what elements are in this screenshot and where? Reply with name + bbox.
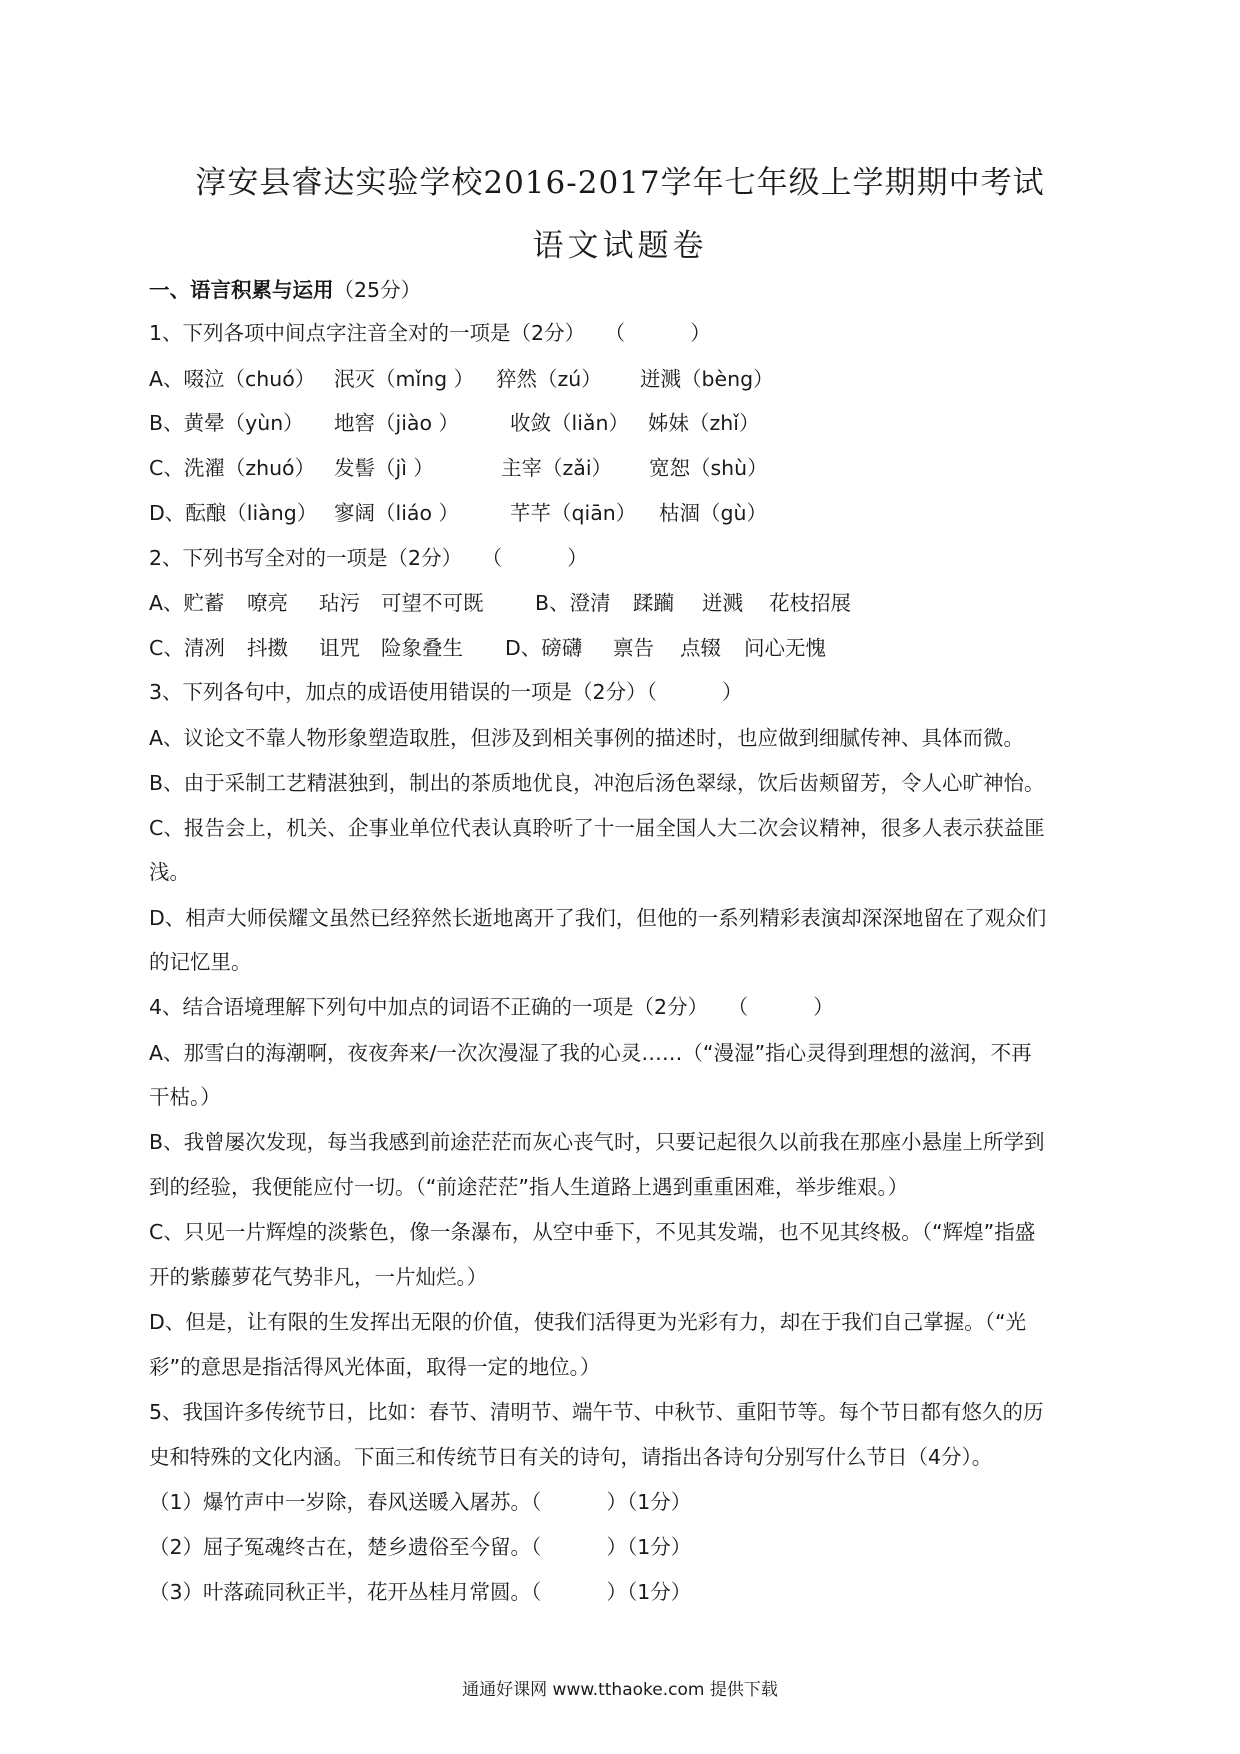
- q1-option-a-2: 泯灭（mǐng ）: [334, 367, 475, 391]
- q2-option-d-4: 问心无愧: [744, 636, 826, 660]
- q4-option-c-cont: 开的紫藤萝花气势非凡，一片灿烂。）: [149, 1265, 488, 1289]
- q2-option-a-1: A、贮蓄: [149, 591, 225, 615]
- q3-option-d-cont: 的记忆里。: [149, 950, 252, 974]
- exam-title: 淳安县睿达实验学校2016-2017学年七年级上学期期中考试: [195, 165, 1045, 201]
- q4-option-c: C、只见一片辉煌的淡紫色，像一条瀑布，从空中垂下，不见其发端，也不见其终极。（“辉煌”指盛: [149, 1220, 1036, 1244]
- question-1-stem: 1、下列各项中间点字注音全对的一项是（2分） （ ）: [149, 321, 711, 345]
- q4-option-d: D、但是，让有限的生发挥出无限的价值，使我们活得更为光彩有力，却在于我们自己掌握。（“光: [149, 1310, 1027, 1334]
- q1-option-a-3: 猝然（zú）: [496, 367, 602, 391]
- q5-item-1: （1）爆竹声中一岁除，春风送暖入屠苏。（ ）（1分）: [149, 1490, 692, 1514]
- q4-option-b-cont: 到的经验，我便能应付一切。（“前途茫茫”指人生道路上遇到重重困难，举步维艰。）: [149, 1175, 909, 1199]
- q2-option-a-2: 嘹亮: [247, 591, 288, 615]
- q1-option-b-3: 收敛（liǎn）: [510, 411, 629, 435]
- q2-option-d-1: D、磅礴: [505, 636, 583, 660]
- q1-option-d-1: D、酝酿（liàng）: [149, 501, 318, 525]
- q2-option-c-4: 险象叠生: [381, 636, 463, 660]
- q4-option-a: A、那雪白的海潮啊，夜夜奔来/一次次漫湿了我的心灵……（“漫湿”指心灵得到理想的滋润，不再: [149, 1041, 1032, 1065]
- q1-option-b-4: 姊妹（zhǐ）: [648, 411, 760, 435]
- page-footer: 通通好课网 www.tthaoke.com 提供下载: [462, 1680, 778, 1700]
- q2-option-d-2: 禀告: [613, 636, 654, 660]
- q5-item-3: （3）叶落疏同秋正半，花开丛桂月常圆。（ ）（1分）: [149, 1580, 692, 1604]
- q1-option-d-4: 枯涸（gù）: [659, 501, 768, 525]
- q1-option-c-1: C、洗濯（zhuó）: [149, 456, 316, 480]
- q1-option-b-1: B、黄晕（yùn）: [149, 411, 304, 435]
- question-3-stem: 3、下列各句中，加点的成语使用错误的一项是（2分）（ ）: [149, 680, 743, 704]
- q1-option-b-2: 地窖（jiào ）: [334, 411, 460, 435]
- q2-option-b-4: 花枝招展: [769, 591, 851, 615]
- question-5-stem-cont: 史和特殊的文化内涵。下面三和传统节日有关的诗句，请指出各诗句分别写什么节日（4分）。: [149, 1445, 993, 1469]
- q2-option-c-2: 抖擞: [247, 636, 288, 660]
- section-heading: [149, 275, 421, 305]
- q4-option-a-cont: 干枯。）: [149, 1085, 221, 1109]
- q1-option-c-2: 发髻（jì ）: [334, 456, 434, 480]
- q1-option-c-4: 宽恕（shù）: [649, 456, 768, 480]
- q5-item-2: （2）屈子冤魂终古在，楚乡遗俗至今留。（ ）（1分）: [149, 1535, 692, 1559]
- question-4-stem: 4、结合语境理解下列句中加点的词语不正确的一项是（2分） （ ）: [149, 995, 834, 1019]
- q3-option-d: D、相声大师侯耀文虽然已经猝然长逝地离开了我们，但他的一系列精彩表演却深深地留在了观众们: [149, 906, 1047, 930]
- q1-option-d-2: 寥阔（liáo ）: [334, 501, 460, 525]
- section-points: （25分）: [333, 278, 422, 302]
- q2-option-a-3: 玷污: [319, 591, 360, 615]
- q1-option-a-1: A、啜泣（chuó）: [149, 367, 316, 391]
- q3-option-a: A、议论文不靠人物形象塑造取胜，但涉及到相关事例的描述时，也应做到细腻传神、具体而微。: [149, 726, 1025, 750]
- q3-option-c-cont: 浅。: [149, 860, 190, 884]
- question-2-stem: 2、下列书写全对的一项是（2分） （ ）: [149, 546, 588, 570]
- question-5-stem: 5、我国许多传统节日，比如：春节、清明节、端午节、中秋节、重阳节等。每个节日都有悠久的历: [149, 1400, 1044, 1424]
- q2-option-c-3: 诅咒: [319, 636, 360, 660]
- q2-option-c-1: C、清冽: [149, 636, 225, 660]
- q3-option-c: C、报告会上，机关、企事业单位代表认真聆听了十一届全国人大二次会议精神，很多人表示获益匪: [149, 816, 1045, 840]
- q4-option-b: B、我曾屡次发现，每当我感到前途茫茫而灰心丧气时，只要记起很久以前我在那座小悬崖上所学到: [149, 1130, 1045, 1154]
- q1-option-a-4: 迸溅（bèng）: [640, 367, 774, 391]
- q2-option-b-2: 蹂躏: [633, 591, 674, 615]
- q2-option-a-4: 可望不可既: [381, 591, 484, 615]
- q2-option-d-3: 点辍: [680, 636, 721, 660]
- q3-option-b: B、由于采制工艺精湛独到，制出的茶质地优良，冲泡后汤色翠绿，饮后齿颊留芳，令人心旷神怡。: [149, 771, 1045, 795]
- q2-option-b-1: B、澄清: [535, 591, 611, 615]
- q2-option-b-3: 迸溅: [702, 591, 743, 615]
- section-title: 一、语言积累与运用: [149, 278, 334, 302]
- q1-option-c-3: 主宰（zǎi）: [501, 456, 613, 480]
- q4-option-d-cont: 彩”的意思是指活得风光体面，取得一定的地位。）: [149, 1355, 601, 1379]
- q1-option-d-3: 芊芊（qiān）: [510, 501, 637, 525]
- exam-subtitle: 语文试题卷: [532, 228, 708, 264]
